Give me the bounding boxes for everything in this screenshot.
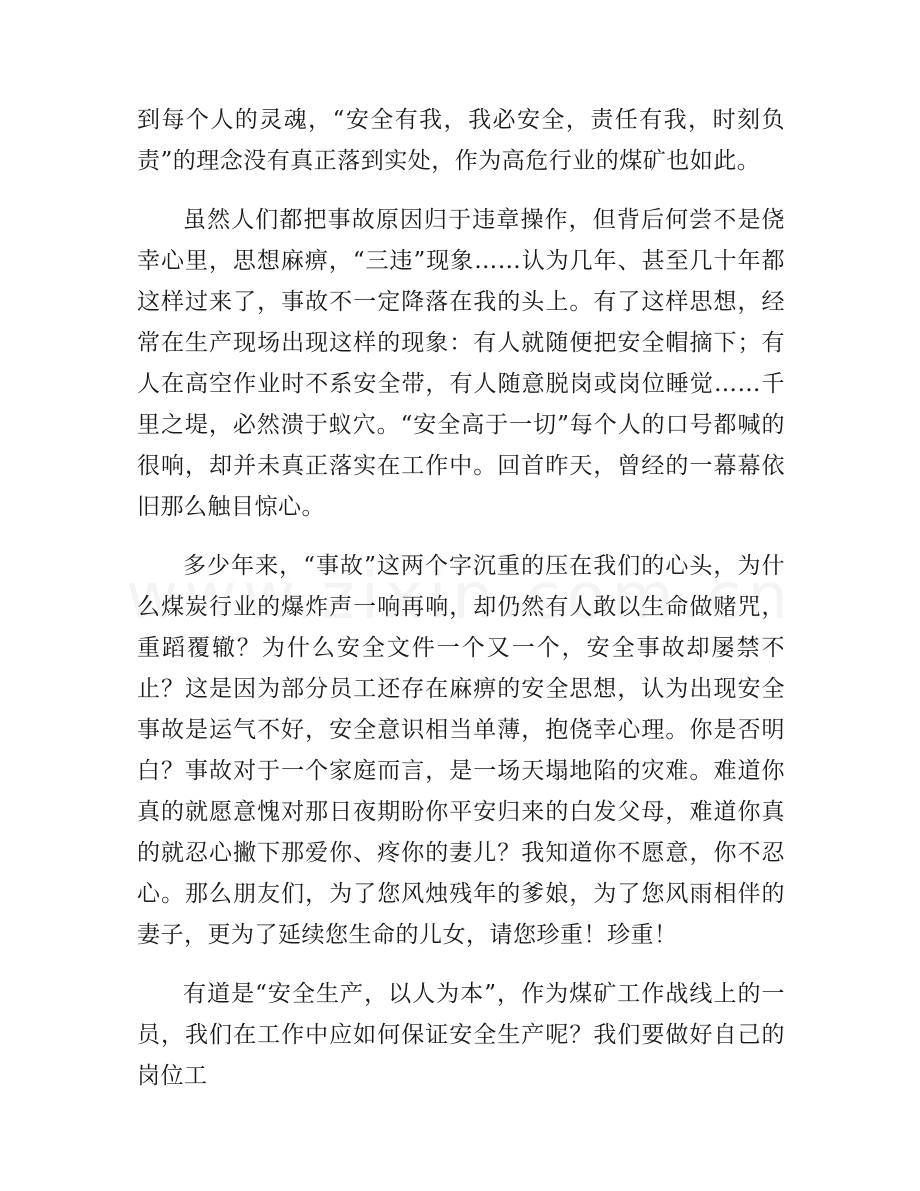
paragraph-1: 到每个人的灵魂，“安全有我，我必安全，责任有我，时刻负责”的理念没有真正落到实处，作为高危行业的煤矿也如此。	[137, 107, 785, 174]
paragraph-4: 有道是“安全生产，以人为本”，作为煤矿工作战线上的一员，我们在工作中应如何保证安全生产呢？我们要做好自己的岗位工	[137, 981, 785, 1089]
text-column	[137, 100, 785, 1097]
paragraph-3: 多少年来，“事故”这两个字沉重的压在我们的心头，为什么煤炭行业的爆炸声一响再响，却仍然有人敢以生命做赌咒，重蹈覆辙？为什么安全文件一个又一个，安全事故却屡禁不止？这是因为部分员工还存在麻痹的安全思想，认为出现安全事故是运气不好，安全意识相当单薄，抱侥幸心理。你是否明白？事故对于一个家庭而言，是一场天塌地陷的灾难。难道你真的就愿意愧对那日夜期盼你平安归来的白发父母，难道你真的就忍心撇下那爱你、疼你的妻儿？我知道你不愿意，你不忍心。那么朋友们，为了您风烛残年的爹娘，为了您风雨相伴的妻子，更为了延续您生命的儿女，请您珍重！珍重！	[137, 553, 785, 948]
paragraph-2: 虽然人们都把事故原因归于违章操作，但背后何尝不是侥幸心里，思想麻痹，“三违”现象……认为几年、甚至几十年都这样过来了，事故不一定降落在我的头上。有了这样思想，经常在生产现场出现这样的现象：有人就随便把安全帽摘下；有人在高空作业时不系安全带，有人随意脱岗或岗位睡觉……千里之堤，必然溃于蚁穴。“安全高于一切”每个人的口号都喊的很响，却并未真正落实在工作中。回首昨天，曾经的一幕幕依旧那么触目惊心。	[137, 207, 785, 520]
